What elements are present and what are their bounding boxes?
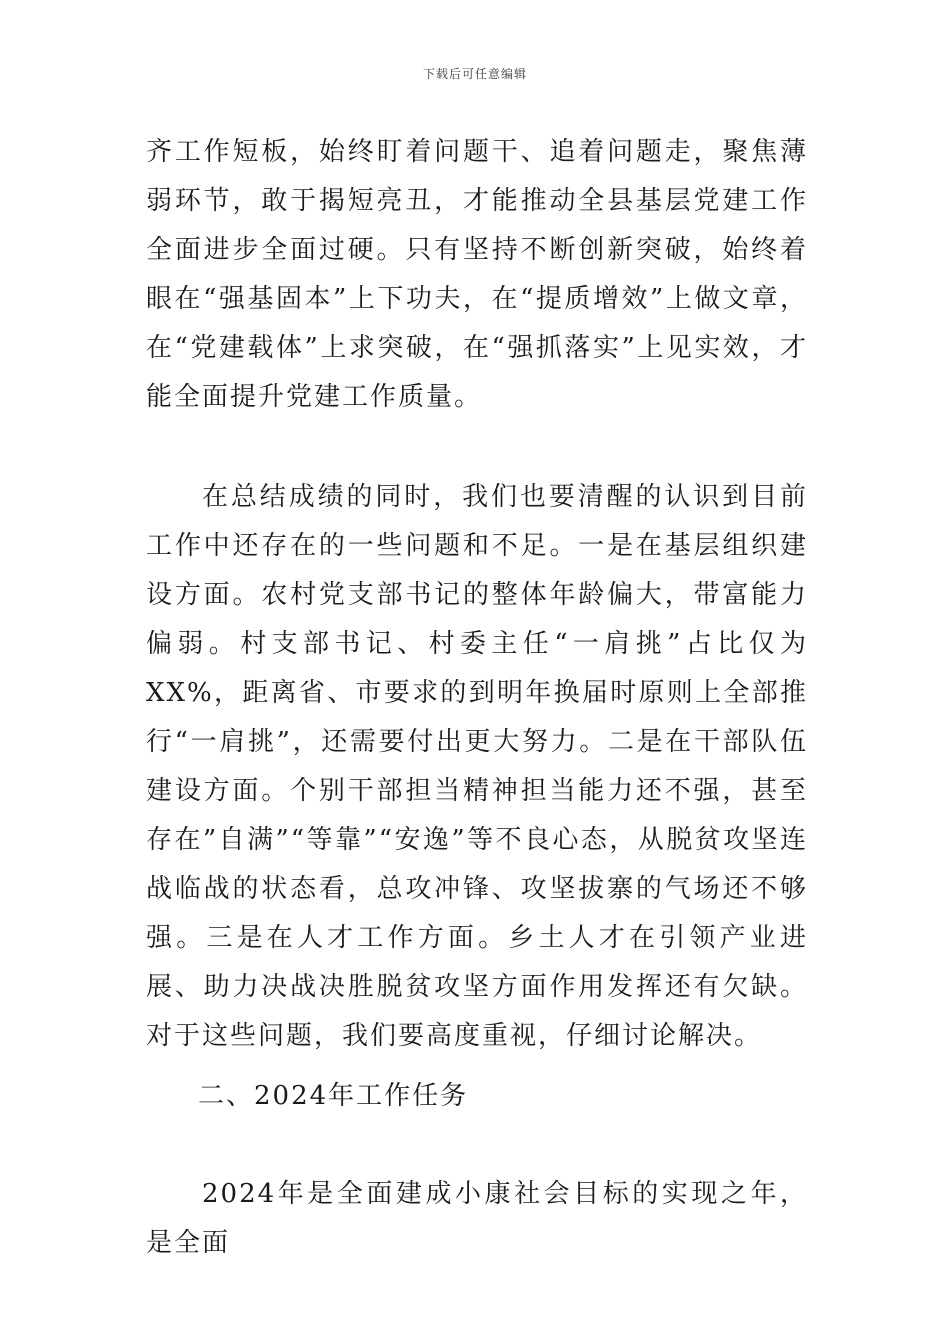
paragraph-tasks: 2024年是全面建成小康社会目标的实现之年，是全面	[146, 1179, 808, 1258]
paragraph-problems: 在总结成绩的同时，我们也要清醒的认识到目前工作中还存在的一些问题和不足。一是在基层组织建设方面。农村党支部书记的整体年龄偏大，带富能力偏弱。村支部书记、村委主任“一肩挑”占比仅为XX%，距离省、市要求的到明年换届时原则上全部推行“一肩挑”，还需要付出更大努力。二是在干部队伍建设方面。个别干部担当精神担当能力还不强，甚至存在”自满”“等靠”“安逸”等不良心态，从脱贫攻坚连战临战的状态看，总攻冲锋、攻坚拔寨的气场还不够强。三是在人才工作方面。乡土人才在引领产业进展、助力决战决胜脱贫攻坚方面作用发挥还有欠缺。对于这些问题，我们要高度重视，仔细讨论解决。	[146, 482, 808, 1051]
page-header: 下载后可任意编辑	[422, 67, 527, 81]
section-heading: 二、2024年工作任务	[198, 1081, 469, 1111]
paragraph-continuation: 齐工作短板，始终盯着问题干、追着问题走，聚焦薄弱环节，敢于揭短亮丑，才能推动全县基层党建工作全面进步全面过硬。只有坚持不断创新突破，始终着眼在“强基固本”上下功夫，在“提质增效”上做文章，在“党建载体”上求突破，在“强抓落实”上见实效，才能全面提升党建工作质量。	[146, 137, 808, 412]
